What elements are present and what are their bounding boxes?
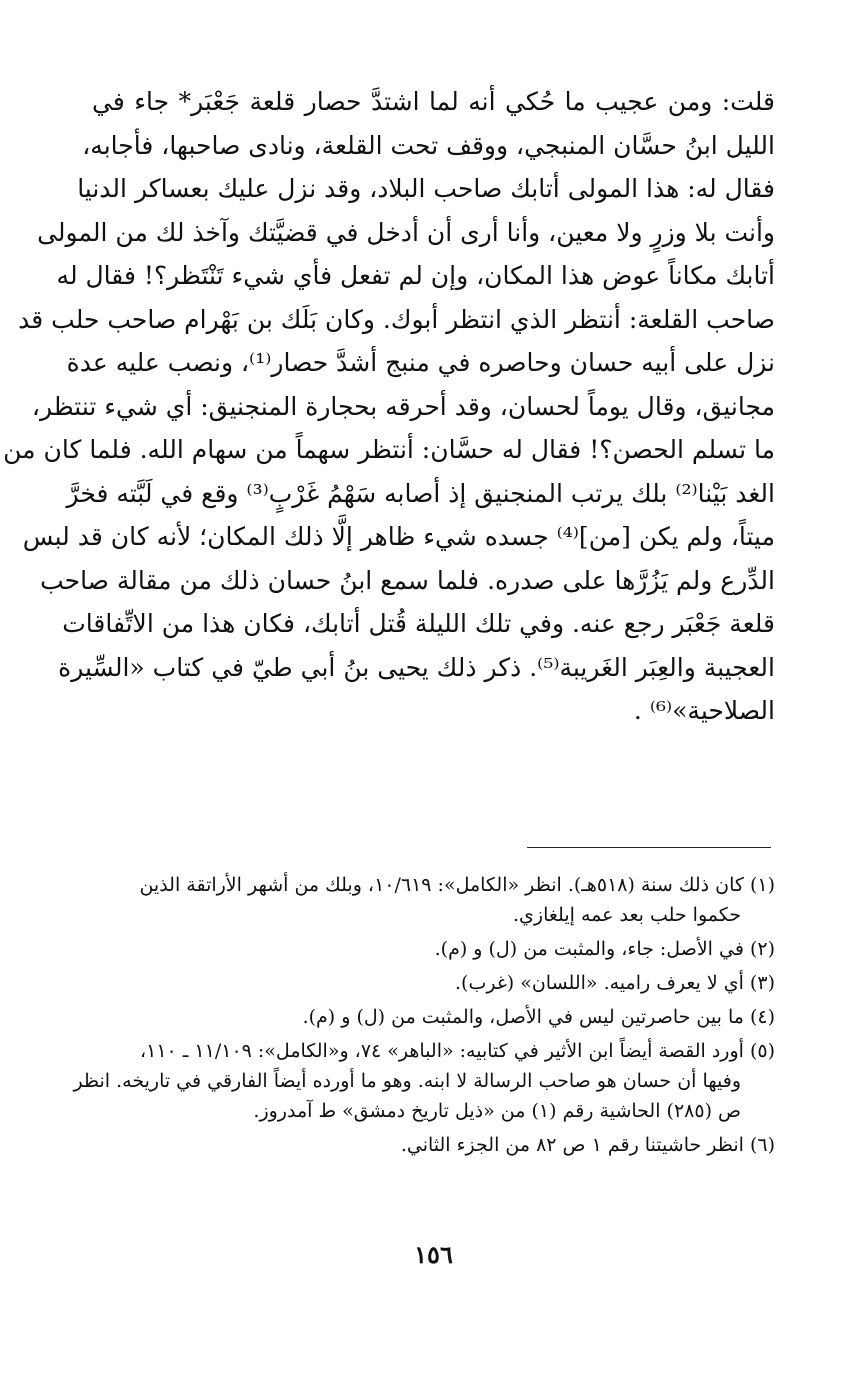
body-line: أتابك مكاناً عوض هذا المكان، وإن لم تفعل فأي شيء تَنْتَظر؟! فقال له — [56, 261, 775, 290]
body-line: ما تسلم الحصن؟! فقال له حسَّان: أنتظر سهماً من سهام الله. فلما كان من — [3, 435, 775, 464]
main-text-block — [3, 80, 775, 733]
body-line: قلت: ومن عجيب ما حُكي أنه لما اشتدَّ حصار قلعة جَعْبَر* جاء في — [92, 87, 775, 116]
footnote-line: ص (٢٨٥) الحاشية رقم (١) من «ذيل تاريخ دمشق» ط آمدروز. — [253, 1100, 741, 1122]
footnote-line: وفيها أن حسان هو صاحب الرسالة لا ابنه. وهو ما أورده أيضاً الفارقي في تاريخه. انظر — [73, 1070, 741, 1092]
footnote-line: حكموا حلب بعد عمه إيلغازي. — [513, 904, 741, 926]
body-line: نزل على أبيه حسان وحاصره في منبج أشدَّ حصار⁽¹⁾، ونصب عليه عدة — [66, 348, 775, 377]
footnote-3 — [92, 968, 775, 998]
footnote-line: (٢) في الأصل: جاء، والمثبت من (ل) و (م). — [434, 938, 775, 960]
footnotes-list — [73, 870, 775, 1164]
body-line: العجيبة والعِبَر الغَريبة⁽⁵⁾. ذكر ذلك يحيى بنُ أبي طيّ في كتاب «السِّيرة — [58, 652, 775, 682]
footnote-line: (٤) ما بين حاصرتين ليس في الأصل، والمثبت من (ل) و (م). — [302, 1006, 775, 1028]
footnote-line: (٥) أورد القصة أيضاً ابن الأثير في كتابيه: «الباهر» ٧٤، و«الكامل»: ١١/١٠٩ ـ ١١٠، — [140, 1040, 775, 1062]
body-line: الغد بَيْنا⁽²⁾ بلك يرتب المنجنيق إذ أصابه سَهْمُ غَرْبٍ⁽³⁾ وقع في لَبَّته فخرَّ — [66, 478, 775, 508]
footnote-1 — [92, 870, 775, 930]
footnote-2 — [92, 934, 775, 964]
body-line: مجانيق، وقال يوماً لحسان، وقد أحرقه بحجارة المنجنيق: أي شيء تنتظر، — [31, 391, 775, 421]
body-line: الصلاحية»⁽⁶⁾ . — [633, 696, 775, 725]
body-line: ميتاً، ولم يكن [من]⁽⁴⁾ جسده شيء ظاهر إلَّا ذلك المكان؛ لأنه كان قد لبس — [22, 522, 775, 551]
footnote-6 — [92, 1130, 775, 1160]
body-line: وأنت بلا وزرٍ ولا معين، وأنا أرى أن أدخل في قضيَّتك وآخذ لك من المولى — [37, 217, 775, 247]
body-line: قلعة جَعْبَر رجع عنه. وفي تلك الليلة قُتل أتابك، فكان هذا من الاتِّفاقات — [62, 609, 775, 638]
body-line: الدِّرع ولم يَزُرَّها على صدره. فلما سمع ابنُ حسان ذلك من مقالة صاحب — [40, 565, 775, 595]
footnote-5 — [73, 1036, 775, 1126]
body-line: صاحب القلعة: أنتظر الذي انتظر أبوك. وكان بَلَك بن بَهْرام صاحب حلب قد — [18, 304, 775, 334]
footnote-separator — [527, 847, 771, 848]
body-line: فقال له: هذا المولى أتابك صاحب البلاد، وقد نزل عليك بعساكر الدنيا — [77, 174, 775, 203]
footnote-line: (٣) أي لا يعرف راميه. «اللسان» (غرب). — [455, 972, 775, 994]
footnote-line: (٦) انظر حاشيتنا رقم ١ ص ٨٢ من الجزء الثاني. — [400, 1134, 775, 1156]
footnote-line: (١) كان ذلك سنة (٥١٨هـ). انظر «الكامل»: ١٠/٦١٩، وبلك من أشهر الأراتقة الذين — [139, 874, 775, 896]
body-line: الليل ابنُ حسَّان المنبجي، ووقف تحت القلعة، ونادى صاحبها، فأجابه، — [82, 130, 775, 160]
page-number: ١٥٦ — [414, 1240, 453, 1269]
footnote-4 — [92, 1002, 775, 1032]
